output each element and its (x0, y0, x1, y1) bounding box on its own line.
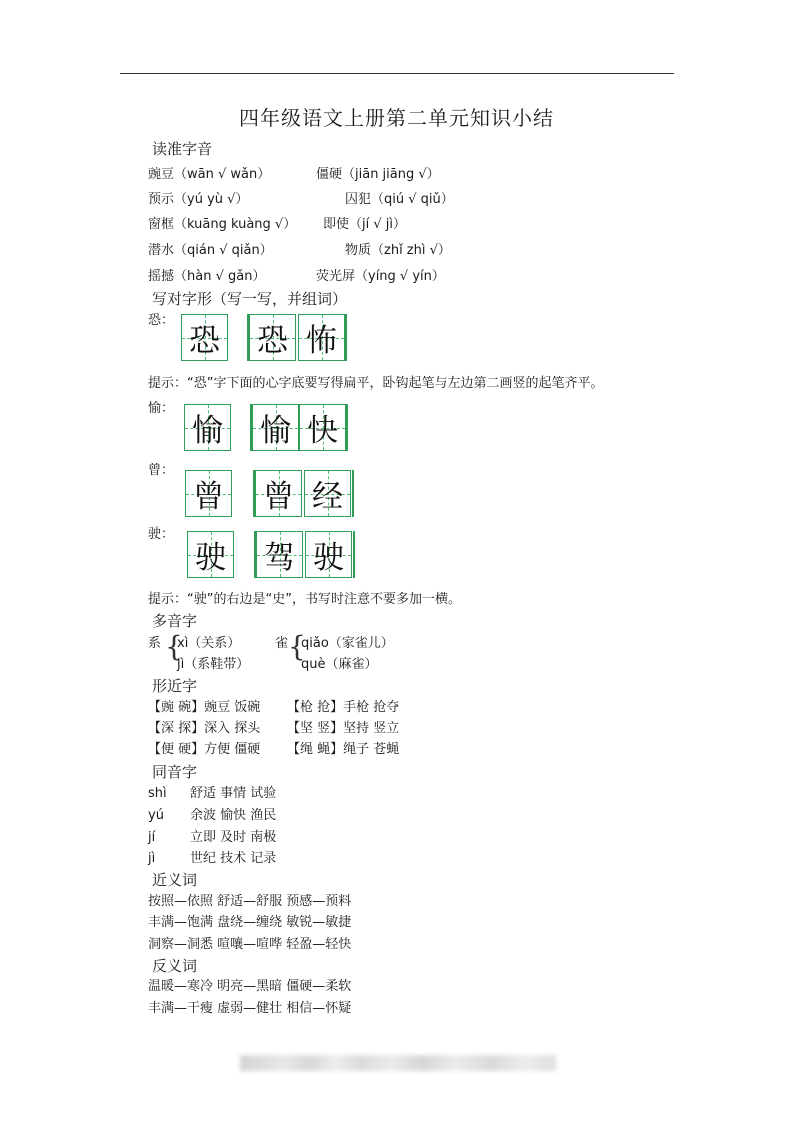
reading-row-4-right: 物质（zhǐ zhì √） (345, 243, 451, 258)
homophone-pinyin: jì (148, 851, 156, 866)
section-writing-heading: 写对字形（写一写，并组词） (152, 290, 348, 308)
polyphone-que-1: qiǎo（家雀儿） (301, 636, 394, 651)
grid-cell (252, 404, 299, 451)
grid-char: 驶 (313, 540, 344, 576)
reading-row-2-left: 预示（yú yù √） (148, 192, 249, 207)
grid-char: 曾 (263, 479, 294, 515)
reading-row-3-right: 即使（jí √ jì） (323, 217, 406, 232)
writing-tip-kong: 提示：“恐”字下面的心字底要写得扁平，卧钩起笔与左边第二画竖的起笔齐平。 (148, 376, 604, 391)
grid-char: 驾 (264, 540, 295, 576)
grid-char: 愉 (260, 413, 291, 449)
grid-cell (305, 531, 352, 578)
section-synonym-heading: 近义词 (152, 871, 198, 889)
reading-row-3-left: 窗框（kuāng kuàng √） (148, 217, 297, 232)
brace-icon: { (165, 630, 183, 663)
similar-row-3-left: 【便 硬】方便 僵硬 (148, 742, 261, 757)
brace-icon: { (288, 630, 306, 663)
grid-single-ceng (185, 470, 232, 517)
polyphone-xi-1: xì（关系） (177, 636, 241, 651)
grid-cell (256, 531, 303, 578)
similar-row-1-right: 【枪 抢】手枪 抢夺 (287, 700, 400, 715)
grid-cell (298, 314, 345, 361)
section-homophone-heading: 同音字 (152, 763, 198, 781)
homophone-words: 世纪 技术 记录 (190, 851, 277, 866)
grid-char: 恐 (257, 323, 288, 359)
grid-char: 愉 (192, 413, 223, 449)
section-reading-heading: 读准字音 (152, 140, 213, 158)
homophone-pinyin: shì (148, 786, 167, 801)
polyphone-xi-2: jì（系鞋带） (177, 657, 250, 672)
grid-char: 曾 (193, 479, 224, 515)
antonym-row: 温暖—寒冷 明亮—黑暗 僵硬—柔软 (148, 979, 352, 994)
grid-cell (304, 470, 351, 517)
grid-cell (299, 404, 346, 451)
page-title: 四年级语文上册第二单元知识小结 (239, 106, 554, 130)
similar-row-3-right: 【绳 蝇】绳子 苍蝇 (287, 742, 400, 757)
grid-single-yu (184, 404, 231, 451)
polyphone-que-char: 雀 (275, 636, 289, 651)
grid-pair-cengjing (253, 470, 354, 517)
reading-row-5-left: 摇撼（hàn √ gǎn） (148, 269, 266, 284)
grid-char: 怖 (306, 323, 337, 359)
header-rule (120, 73, 674, 74)
polyphone-xi-char: 系 (148, 636, 162, 651)
homophone-pinyin: jí (148, 830, 156, 845)
grid-pair-jiashi (254, 531, 355, 578)
grid-single-shi (187, 531, 234, 578)
grid-cell (249, 314, 296, 361)
reading-row-1-left: 豌豆（wān √ wǎn） (148, 167, 271, 182)
homophone-words: 舒适 事情 试验 (190, 786, 277, 801)
writing-tip-shi: 提示：“驶”的右边是“史”，书写时注意不要多加一横。 (148, 592, 461, 607)
homophone-words: 立即 及时 南极 (190, 830, 277, 845)
section-polyphone-heading: 多音字 (152, 612, 198, 630)
writing-label-kong: 恐： (148, 313, 175, 328)
section-similar-heading: 形近字 (152, 677, 198, 695)
grid-pair-kongbu (247, 314, 347, 361)
similar-row-2-right: 【坚 竖】坚持 竖立 (287, 721, 400, 736)
writing-label-yu: 愉： (148, 401, 175, 416)
homophone-pinyin: yú (148, 808, 164, 823)
antonym-row: 丰满—干瘦 虚弱—健壮 相信—怀疑 (148, 1001, 352, 1016)
grid-cell (255, 470, 302, 517)
grid-char: 经 (312, 479, 343, 515)
grid-char: 恐 (189, 323, 220, 359)
synonym-row: 洞察—洞悉 喧嚷—喧哗 轻盈—轻快 (148, 937, 352, 952)
grid-char: 驶 (195, 540, 226, 576)
grid-char: 快 (307, 413, 338, 449)
homophone-words: 余波 愉快 渔民 (190, 808, 277, 823)
reading-row-1-right: 僵硬（jiān jiāng √） (316, 167, 440, 182)
writing-label-shi: 驶： (148, 527, 175, 542)
similar-row-2-left: 【深 探】深入 探头 (148, 721, 261, 736)
polyphone-que-2: què（麻雀） (301, 657, 378, 672)
synonym-row: 丰满—饱满 盘绕—缠绕 敏锐—敏捷 (148, 915, 352, 930)
reading-row-4-left: 潜水（qián √ qiǎn） (148, 243, 273, 258)
grid-single-kong (181, 314, 228, 361)
grid-pair-yukuai (250, 404, 348, 451)
section-antonym-heading: 反义词 (152, 957, 198, 975)
writing-label-ceng: 曾： (148, 463, 175, 478)
synonym-row: 按照—依照 舒适—舒服 预感—预料 (148, 894, 352, 909)
reading-row-2-right: 囚犯（qiú √ qiǔ） (345, 192, 454, 207)
similar-row-1-left: 【豌 碗】豌豆 饭碗 (148, 700, 261, 715)
blurred-watermark (240, 1055, 556, 1071)
reading-row-5-right: 荧光屏（yíng √ yín） (316, 269, 445, 284)
